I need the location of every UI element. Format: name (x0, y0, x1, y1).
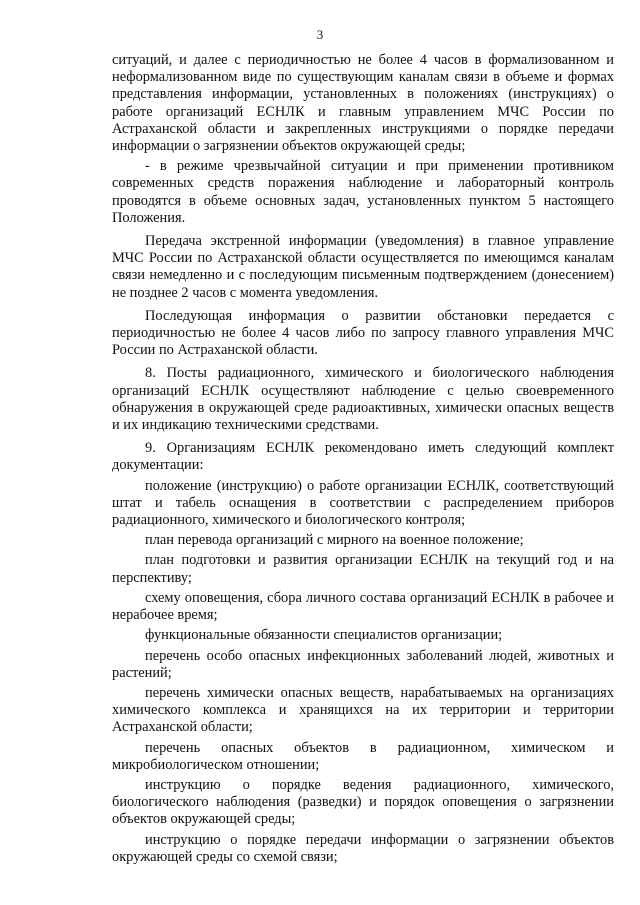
paragraph-item-8: 8. Посты радиационного, химического и биологического наблюдения организаций ЕСНЛК осуществляют наблюдение с целью своевременного обнаружения в окружающей среде радиоактивных, химически опасных веществ и их индикацию техническими средствами. (112, 365, 614, 434)
list-item-observation-instructions: инструкцию о порядке ведения радиационного, химического, биологического наблюдения (разведки) и порядок оповещения о загрязнении объектов окружающей среды; (112, 776, 614, 828)
list-item-transfer-instructions: инструкцию о порядке передачи информации о загрязнении объектов окружающей среды со схемой связи; (112, 831, 614, 865)
list-item-infections: перечень особо опасных инфекционных заболеваний людей, животных и растений; (112, 647, 614, 681)
list-item-regulation: положение (инструкцию) о работе организации ЕСНЛК, соответствующий штат и табель оснащения в соответствии с распределением приборов радиационного, химического и биологического контроля; (112, 477, 614, 529)
list-item-chemicals: перечень химически опасных веществ, нарабатываемых на организациях химического комплекса и хранящихся на их территории и территории Астраханской области; (112, 684, 614, 736)
paragraph-item-9: 9. Организациям ЕСНЛК рекомендовано иметь следующий комплект документации: (112, 440, 614, 474)
list-item-development-plan: план подготовки и развития организации ЕСНЛК на текущий год и на перспективу; (112, 552, 614, 586)
list-item-hazard-objects: перечень опасных объектов в радиационном, химическом и микробиологическом отношении; (112, 739, 614, 773)
paragraph-urgent-info: Передача экстренной информации (уведомления) в главное управление МЧС России по Астраханской области осуществляется по имеющимся каналам связи немедленно и с последующим письменным подтверждением (донесением) не позднее 2 часов с момента уведомления. (112, 233, 614, 301)
list-item-transition-plan: план перевода организаций с мирного на военное положение; (145, 532, 524, 549)
paragraph-situations: ситуаций, и далее с периодичностью не более 4 часов в формализованном и неформализованном виде по существующим каналам связи в объеме и формах представления информации, установленных в положениях (инструкциях) о работе организаций ЕСНЛК и главным управлением МЧС России по Астраханской области и закрепленных инструкциями о порядке передачи информации о загрязнении объектов окружающей среды; (112, 52, 614, 155)
page-number: 3 (316, 27, 324, 42)
paragraph-followup-info: Последующая информация о развитии обстановки передается с периодичностью не более 4 часов либо по запросу главного управления МЧС России по Астраханской области. (112, 307, 614, 359)
document-body (112, 52, 614, 869)
list-item-alert-scheme: схему оповещения, сбора личного состава организаций ЕСНЛК в рабочее и нерабочее время; (112, 589, 614, 624)
list-item-duties: функциональные обязанности специалистов организации; (145, 627, 503, 644)
paragraph-emergency-mode: - в режиме чрезвычайной ситуации и при применении противником современных средств поражения наблюдение и лабораторный контроль проводятся в объеме основных задач, установленных пунктом 5 настоящего Положения. (112, 158, 614, 226)
